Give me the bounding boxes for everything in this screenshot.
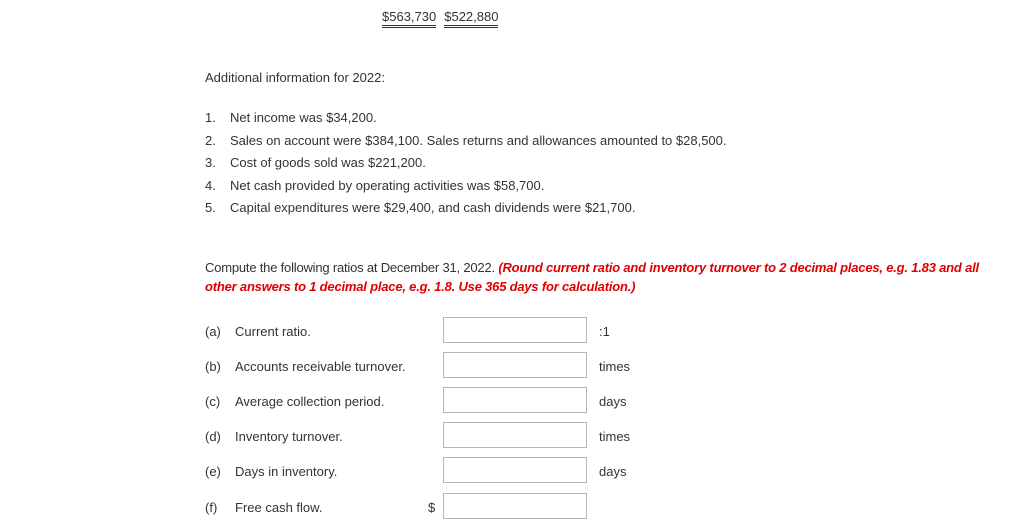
rounding-note: (Round current ratio and inventory turnover to 2 decimal places, e.g. 1.83 and all other answers to 1 decimal place, e.g. 1.8. Use 365 days for calculation.): [205, 260, 979, 294]
ratio-unit: times: [599, 429, 631, 444]
ratio-row-ar-turnover: [205, 352, 725, 380]
ratio-row-avg-collection-period: [205, 387, 725, 415]
ar-turnover-input[interactable]: [443, 352, 587, 378]
ratio-letter: (b): [205, 359, 221, 374]
inventory-turnover-input[interactable]: [443, 422, 587, 448]
ratio-letter: (f): [205, 500, 218, 515]
instructions-main: Compute the following ratios at December 31, 2022.: [205, 260, 499, 275]
ratio-letter: (c): [205, 394, 221, 409]
ratio-label: Free cash flow.: [235, 500, 323, 515]
ratio-letter: (e): [205, 464, 221, 479]
ratio-label: Accounts receivable turnover.: [235, 359, 406, 374]
question-instructions: [205, 258, 985, 296]
info-item: 1. Net income was $34,200.: [205, 110, 377, 125]
avg-collection-period-input[interactable]: [443, 387, 587, 413]
total-2022: $563,730: [382, 9, 436, 28]
balance-totals: [382, 9, 506, 28]
additional-info-heading: Additional information for 2022:: [205, 70, 385, 85]
info-item: 3. Cost of goods sold was $221,200.: [205, 155, 426, 170]
ratio-row-days-in-inventory: [205, 457, 725, 485]
ratio-unit: days: [599, 464, 627, 479]
ratio-label: Days in inventory.: [235, 464, 338, 479]
total-2021: $522,880: [444, 9, 498, 28]
ratio-letter: (a): [205, 324, 221, 339]
ratio-label: Average collection period.: [235, 394, 385, 409]
ratio-unit: :1: [599, 324, 610, 339]
dollar-sign-prefix: $: [428, 500, 436, 515]
info-item: 4. Net cash provided by operating activities was $58,700.: [205, 177, 545, 193]
info-item: 2. Sales on account were $384,100. Sales returns and allowances amounted to $28,500.: [205, 132, 727, 148]
ratio-unit: days: [599, 394, 627, 409]
free-cash-flow-input[interactable]: [443, 493, 587, 519]
ratio-row-current-ratio: [205, 317, 725, 345]
ratio-label: Current ratio.: [235, 324, 311, 339]
additional-info-list: [205, 110, 727, 223]
ratio-unit: times: [599, 359, 631, 374]
info-item: 5. Capital expenditures were $29,400, and cash dividends were $21,700.: [205, 200, 636, 215]
current-ratio-input[interactable]: [443, 317, 587, 343]
ratio-row-inventory-turnover: [205, 422, 725, 450]
ratio-row-free-cash-flow: [205, 493, 725, 521]
days-in-inventory-input[interactable]: [443, 457, 587, 483]
ratio-letter: (d): [205, 429, 221, 444]
ratio-label: Inventory turnover.: [235, 429, 343, 444]
